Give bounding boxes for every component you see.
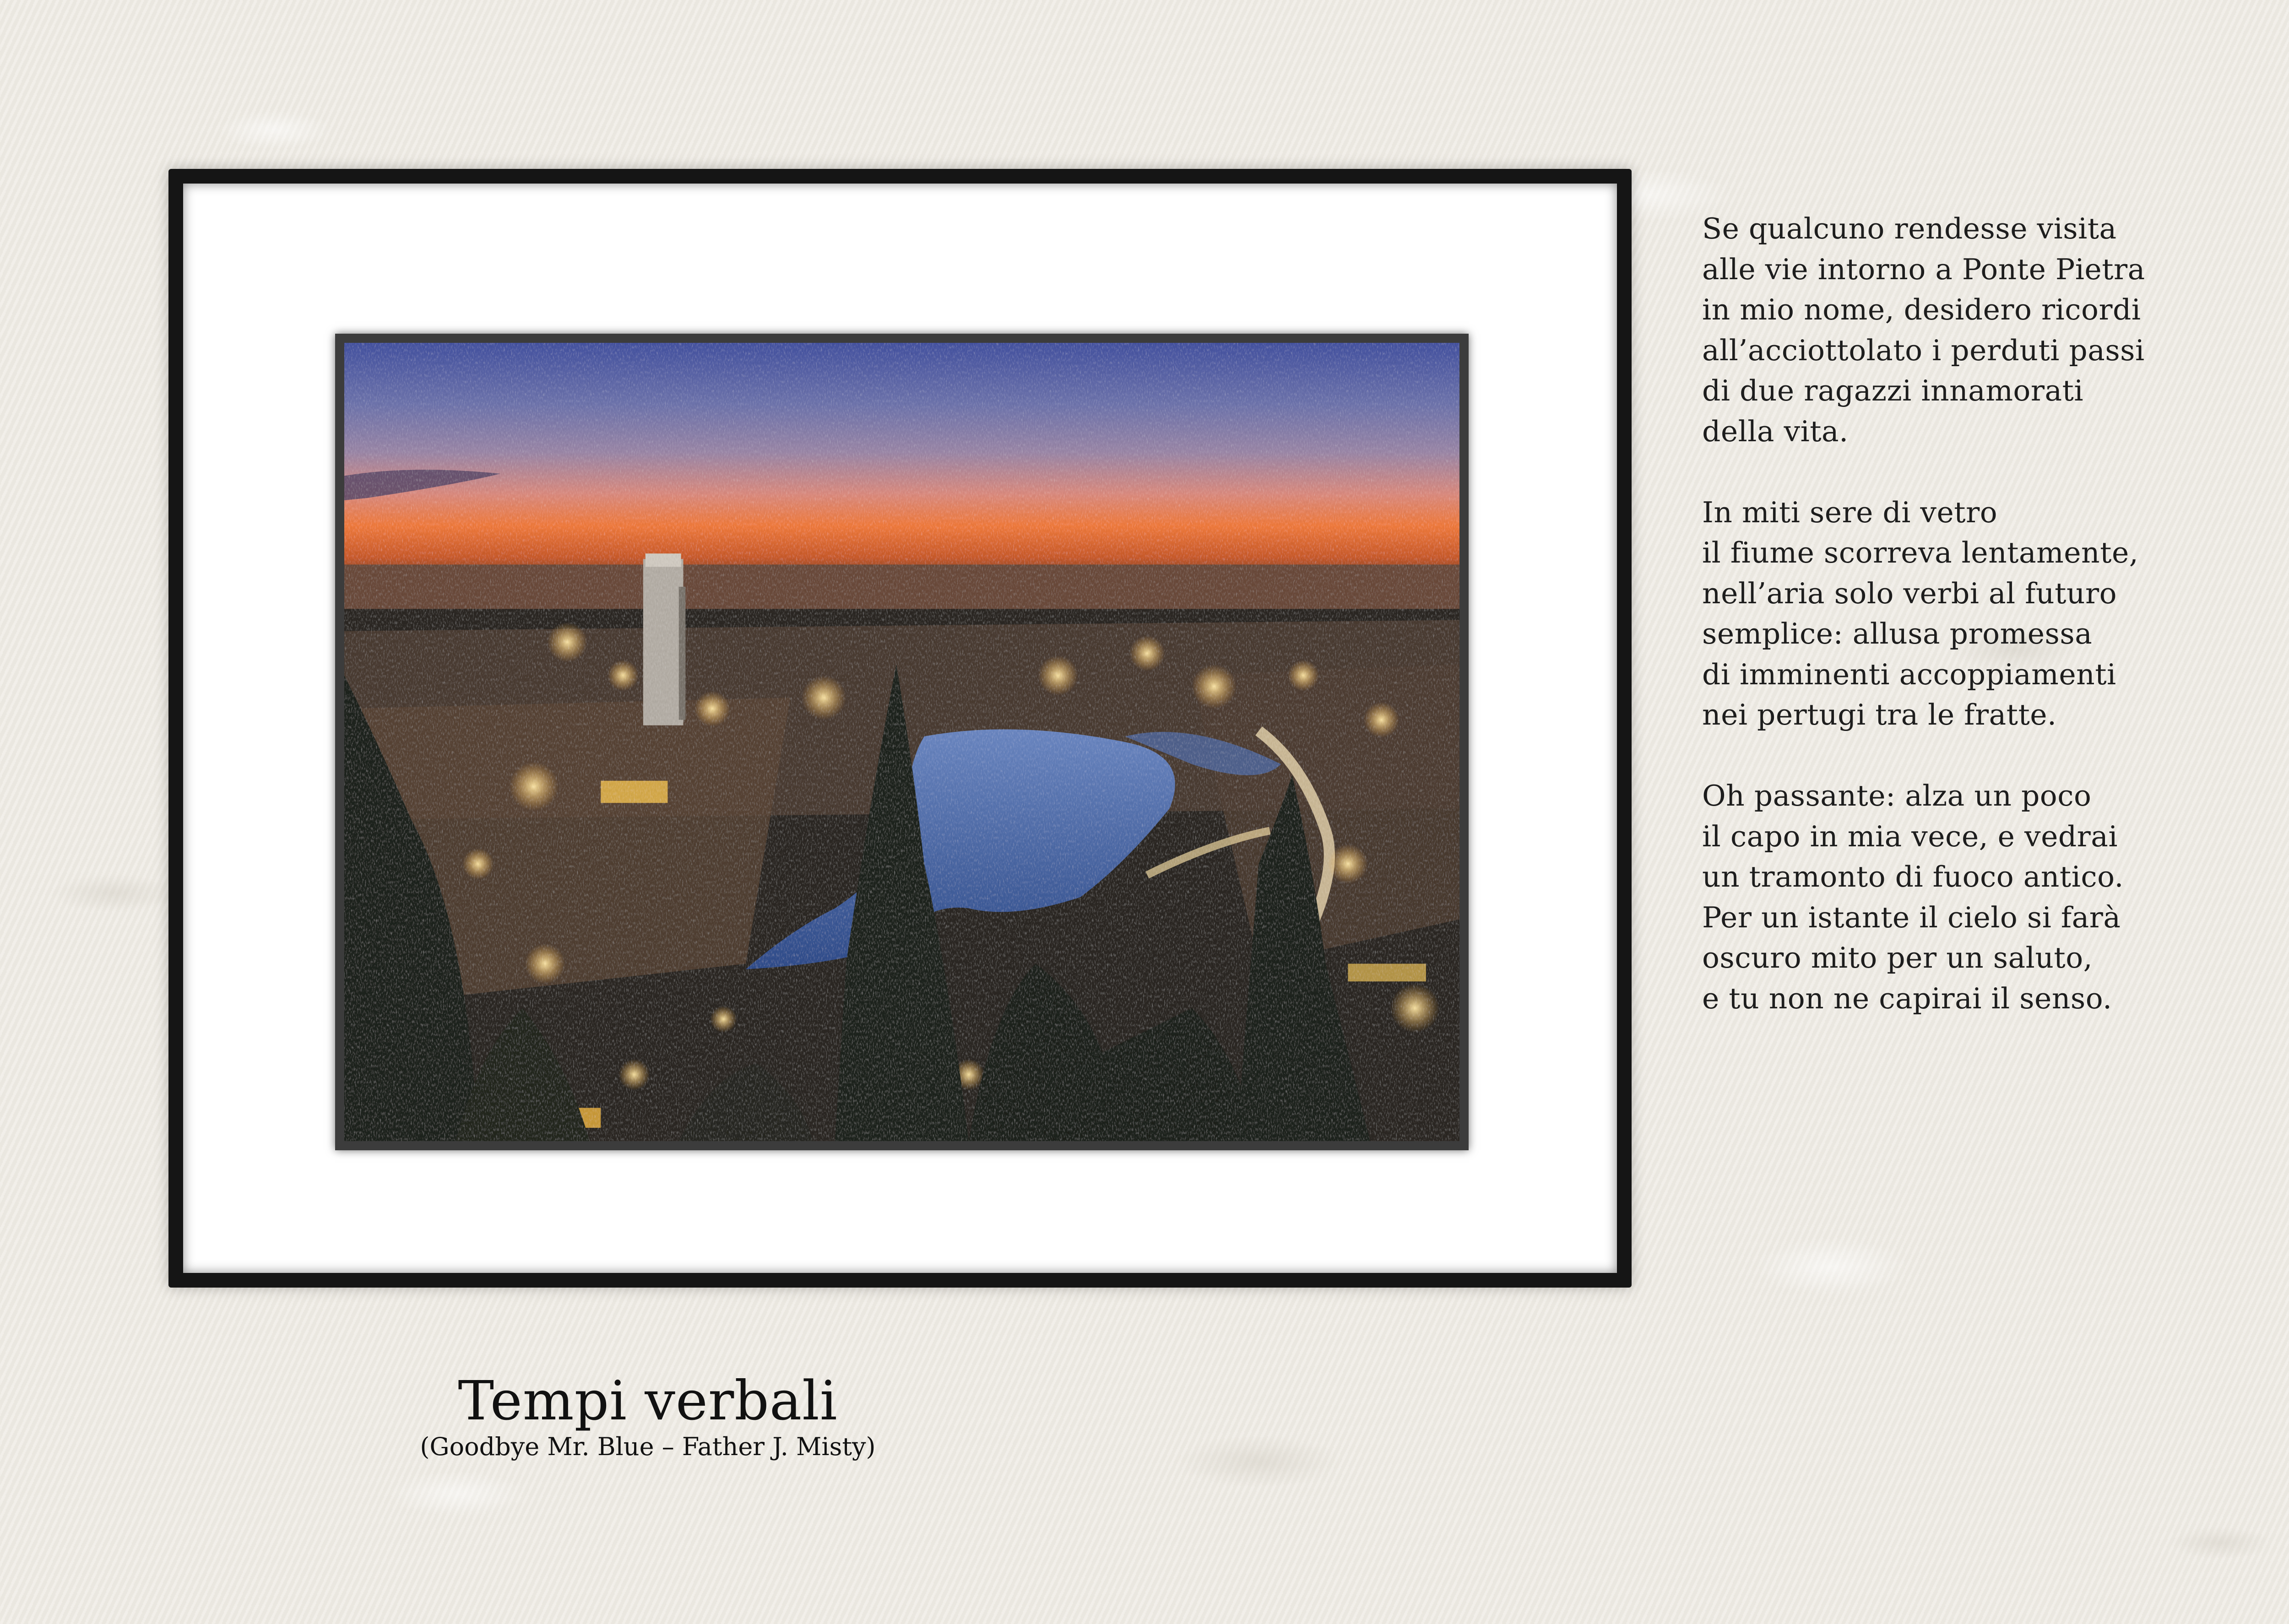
poem-line: all’acciottolato i perduti passi [1702, 333, 2145, 367]
city-sunset-picture [344, 343, 1459, 1141]
poem-line: Oh passante: alza un poco [1702, 779, 2092, 812]
poem-line: e tu non ne capirai il senso. [1702, 981, 2112, 1015]
poem-line: In miti sere di vetro [1702, 495, 1998, 529]
picture-mat [183, 184, 1617, 1273]
poem-line: Se qualcuno rendesse visita [1702, 212, 2117, 245]
poem-line: il capo in mia vece, e vedrai [1702, 819, 2118, 853]
poem-line: oscuro mito per un saluto, [1702, 941, 2093, 974]
poem-line: nei pertugi tra le fratte. [1702, 698, 2057, 731]
poem-line: della vita. [1702, 414, 1849, 448]
poem [1702, 209, 2279, 1060]
picture-frame [168, 169, 1632, 1288]
poem-line: semplice: allusa promessa [1702, 617, 2093, 650]
poem-stanza-3 [1702, 776, 2279, 1019]
poem-line: nell’aria solo verbi al futuro [1702, 576, 2117, 610]
caption [394, 1369, 902, 1463]
poem-line: il fiume scorreva lentamente, [1702, 536, 2139, 569]
poem-line: in mio nome, desidero ricordi [1702, 293, 2141, 326]
caption-title: Tempi verbali [458, 1369, 838, 1432]
picture-border [335, 334, 1469, 1150]
poem-stanza-1 [1702, 209, 2279, 452]
city-sunset-illustration [344, 343, 1459, 1141]
poem-line: alle vie intorno a Ponte Pietra [1702, 252, 2145, 286]
poem-line: Per un istante il cielo si farà [1702, 900, 2121, 934]
poem-stanza-2 [1702, 493, 2279, 736]
poem-line: di imminenti accoppiamenti [1702, 657, 2116, 691]
poem-line: di due ragazzi innamorati [1702, 374, 2084, 407]
poem-line: un tramonto di fuoco antico. [1702, 860, 2124, 893]
caption-subtitle: (Goodbye Mr. Blue – Father J. Misty) [420, 1432, 876, 1461]
